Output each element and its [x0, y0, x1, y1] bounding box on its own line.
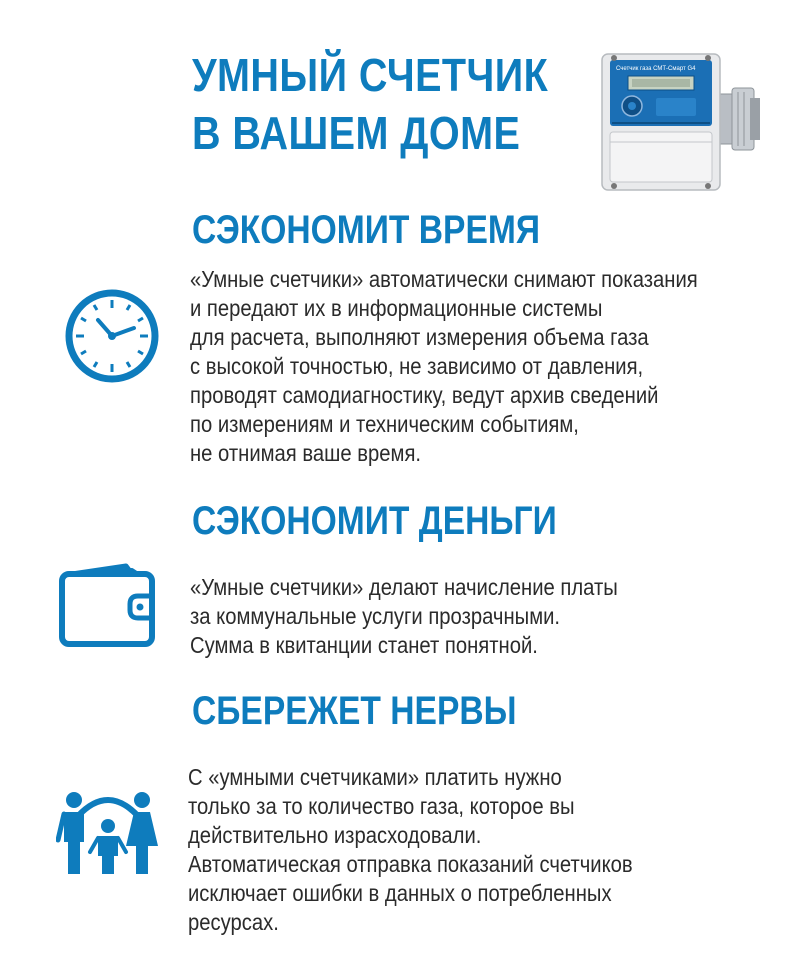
text-line: С «умными счетчиками» платить нужно — [188, 764, 562, 790]
title-line-2: В ВАШЕМ ДОМЕ — [192, 107, 521, 159]
wallet-icon — [58, 560, 162, 650]
text-line: Автоматическая отправка показаний счетчиков — [188, 851, 633, 877]
title-line-1: УМНЫЙ СЧЕТЧИК — [192, 49, 549, 101]
text-line: действительно израсходовали. — [188, 822, 482, 848]
text-line: «Умные счетчики» делают начисление платы — [190, 574, 618, 600]
text-line: Сумма в квитанции станет понятной. — [190, 632, 538, 658]
text-line: ресурсах. — [188, 909, 279, 935]
text-line: исключает ошибки в данных о потребленных — [188, 880, 612, 906]
section-heading-nerves: СБЕРЕЖЕТ НЕРВЫ — [192, 689, 517, 733]
text-line: за коммунальные услуги прозрачными. — [190, 603, 561, 629]
section-heading-money: СЭКОНОМИТ ДЕНЬГИ — [192, 499, 557, 543]
text-line: с высокой точностью, не зависимо от давления, — [190, 353, 644, 379]
meter-label: Счетчик газа СМТ-Смарт G4 — [616, 66, 696, 72]
page-title — [192, 46, 548, 162]
section-text-time — [190, 265, 698, 468]
text-line: по измерениям и техническим событиям, — [190, 411, 579, 437]
section-heading-time: СЭКОНОМИТ ВРЕМЯ — [192, 208, 540, 252]
text-line: для расчета, выполняют измерения объема газа — [190, 324, 649, 350]
text-line: не отнимая ваше время. — [190, 440, 422, 466]
text-line: проводят самодиагностику, ведут архив сведений — [190, 382, 659, 408]
gas-meter-image — [598, 46, 764, 196]
text-line: и передают их в информационные системы — [190, 295, 603, 321]
section-text-nerves — [188, 763, 633, 937]
section-text-money — [190, 573, 618, 660]
text-line: только за то количество газа, которое вы — [188, 793, 575, 819]
text-line: «Умные счетчики» автоматически снимают показания — [190, 266, 698, 292]
family-icon — [56, 786, 160, 878]
clock-icon — [64, 288, 160, 384]
